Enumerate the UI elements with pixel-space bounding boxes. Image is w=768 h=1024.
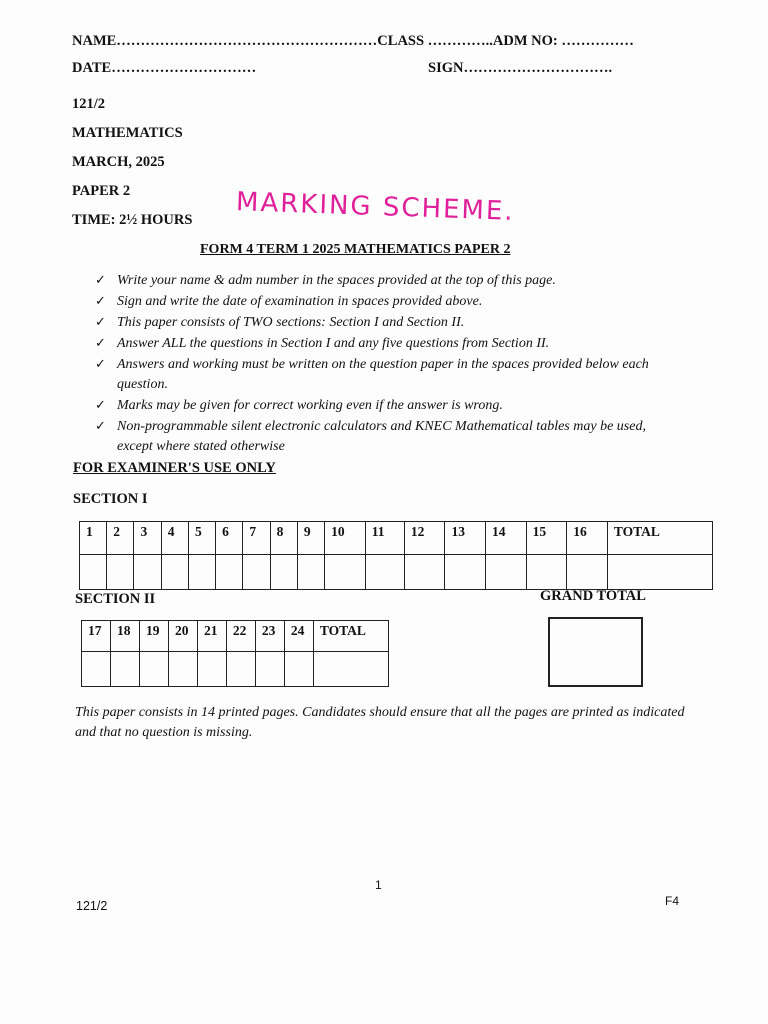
score-cell[interactable] [168,652,197,687]
checkmark-icon: ✓ [95,273,106,288]
score-column-header: 1 [80,522,107,555]
exam-date: MARCH, 2025 [72,154,165,170]
score-cell[interactable] [607,555,712,590]
checkmark-icon: ✓ [95,315,106,330]
score-cell[interactable] [139,652,168,687]
score-column-header: 11 [365,522,404,555]
score-column-header: 17 [82,621,111,652]
score-cell[interactable] [255,652,284,687]
score-cell[interactable] [226,652,255,687]
sign-line: SIGN…………………………. [428,60,613,76]
checkmark-icon: ✓ [95,294,106,309]
score-column-header: 8 [270,522,297,555]
score-cell[interactable] [270,555,297,590]
score-cell[interactable] [134,555,161,590]
score-column-header: 4 [161,522,188,555]
score-cell[interactable] [188,555,215,590]
footer-paper-code: 121/2 [76,899,108,913]
score-cell[interactable] [197,652,226,687]
instruction-item: ✓ Answers and working must be written on the question paper in the spaces provided below each question. [95,357,649,392]
score-column-header: 21 [197,621,226,652]
score-column-header: 9 [297,522,324,555]
score-column-header: 16 [567,522,608,555]
grand-total-box[interactable] [548,617,643,687]
score-column-header: 14 [486,522,527,555]
checkmark-icon: ✓ [95,419,106,434]
date-line: DATE………………………… [72,60,257,76]
score-column-header: 2 [107,522,134,555]
score-cell[interactable] [80,555,107,590]
subject: MATHEMATICS [72,125,183,141]
instructions-list [95,271,685,458]
score-column-header: 15 [526,522,567,555]
checkmark-icon: ✓ [95,336,106,351]
instruction-item: ✓ Sign and write the date of examination in spaces provided above. [95,292,685,312]
score-cell[interactable] [216,555,243,590]
score-cell[interactable] [161,555,188,590]
score-column-header: 10 [325,522,366,555]
section-2-score-table [81,620,389,687]
score-cell[interactable] [445,555,486,590]
score-cell[interactable] [365,555,404,590]
exam-time: TIME: 2½ HOURS [72,212,193,228]
score-column-header: 24 [284,621,313,652]
checkmark-icon: ✓ [95,398,106,413]
score-column-header: 23 [255,621,284,652]
score-cell[interactable] [486,555,527,590]
page-count-note: This paper consists in 14 printed pages. Candidates should ensure that all the pages are printed as indicated and that no question is missing. [75,705,685,740]
score-column-header: 19 [139,621,168,652]
instruction-item: ✓ Marks may be given for correct working even if the answer is wrong. [95,396,685,416]
paper-title: FORM 4 TERM 1 2025 MATHEMATICS PAPER 2 [200,242,511,257]
section-1-label: SECTION I [73,491,148,507]
score-cell[interactable] [107,555,134,590]
instruction-item: ✓ Answer ALL the questions in Section I and any five questions from Section II. [95,334,685,354]
examiner-heading: FOR EXAMINER'S USE ONLY [73,460,276,476]
handwritten-marking-scheme: MARKING SCHEME. [235,187,516,227]
score-column-header: 22 [226,621,255,652]
score-column-header: TOTAL [313,621,388,652]
instruction-item: ✓ This paper consists of TWO sections: Section I and Section II. [95,313,685,333]
score-column-header: 5 [188,522,215,555]
checkmark-icon: ✓ [95,357,106,372]
score-column-header: 20 [168,621,197,652]
score-cell[interactable] [567,555,608,590]
score-column-header: 13 [445,522,486,555]
paper-code: 121/2 [72,96,106,112]
instruction-item: ✓ Write your name & adm number in the spaces provided at the top of this page. [95,271,685,291]
score-cell[interactable] [526,555,567,590]
section-1-score-table [79,521,713,590]
paper-number: PAPER 2 [72,183,131,199]
section-2-label: SECTION II [75,591,156,607]
score-cell[interactable] [110,652,139,687]
score-cell[interactable] [404,555,445,590]
score-cell[interactable] [297,555,324,590]
score-cell[interactable] [82,652,111,687]
name-class-adm-line: NAME………………………………………………CLASS …………..ADM NO: …………… [72,33,634,49]
score-cell[interactable] [243,555,270,590]
score-cell[interactable] [284,652,313,687]
score-column-header: 3 [134,522,161,555]
page-number: 1 [375,878,382,892]
score-column-header: 18 [110,621,139,652]
score-column-header: 12 [404,522,445,555]
grand-total-label: GRAND TOTAL [540,588,646,604]
score-cell[interactable] [325,555,366,590]
score-column-header: 6 [216,522,243,555]
instruction-item: ✓ Non-programmable silent electronic calculators and KNEC Mathematical tables may be used, except where stated otherwise [95,419,646,454]
score-column-header: TOTAL [607,522,712,555]
score-column-header: 7 [243,522,270,555]
score-cell[interactable] [313,652,388,687]
footer-form: F4 [665,894,680,908]
